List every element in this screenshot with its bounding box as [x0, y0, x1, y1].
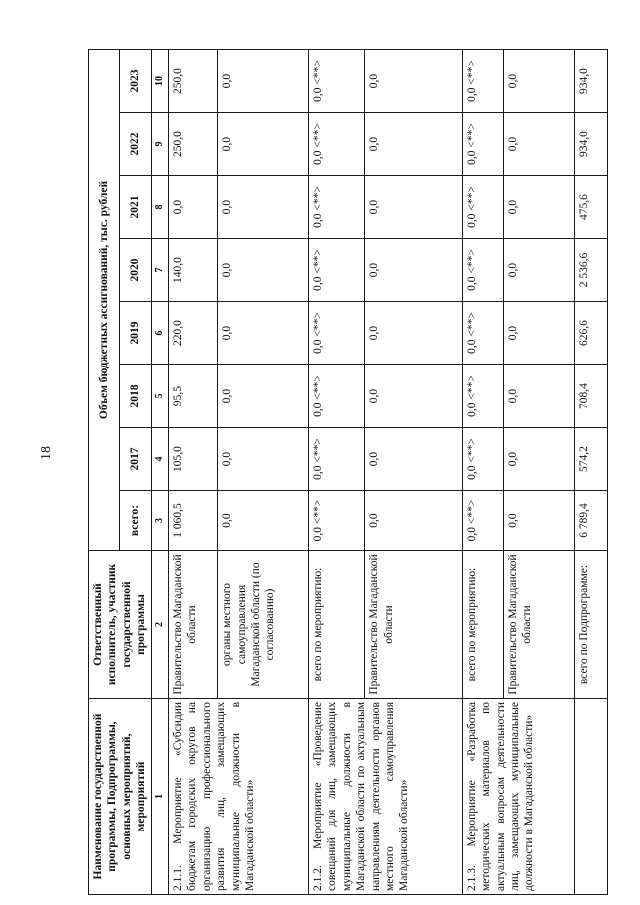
- value-2022: 250,0: [169, 113, 218, 176]
- value-2020: 0,0: [503, 239, 574, 302]
- table-row: [462, 50, 503, 895]
- column-number: 2: [151, 551, 169, 699]
- value-2019: 0,0 <**>: [309, 302, 365, 365]
- value-2021: 0,0 <**>: [309, 176, 365, 239]
- value-2023: 0,0 <**>: [309, 50, 365, 113]
- table-row: [309, 50, 365, 895]
- column-number-row: [151, 50, 169, 895]
- value-2021: 0,0: [218, 176, 309, 239]
- responsible-cell: Правительство Магаданской области: [503, 551, 574, 699]
- value-2019: 220,0: [169, 302, 218, 365]
- column-number: 9: [151, 113, 169, 176]
- page-number-text: 18: [39, 446, 54, 460]
- header-budget: Объем бюджетных ассигнований, тыс. рублей: [89, 50, 120, 551]
- value-total: 0,0 <**>: [462, 491, 503, 551]
- value-2020: 0,0 <**>: [309, 239, 365, 302]
- value-2019: 0,0: [218, 302, 309, 365]
- responsible-cell: Правительство Магаданской области: [169, 551, 218, 699]
- total-value-2018: 708,4: [574, 365, 607, 428]
- value-total: 0,0: [218, 491, 309, 551]
- value-2017: 0,0: [218, 428, 309, 491]
- column-number: 10: [151, 50, 169, 113]
- value-2022: 0,0 <**>: [309, 113, 365, 176]
- measure-name-2-1-2: 2.1.2. Мероприятие «Проведение совещаний для лиц, замещающих муниципальные должности в Магаданской области по актуальным направлениям деятельности органов местного самоуправления Магаданской области»: [309, 699, 463, 895]
- budget-table: [88, 49, 608, 895]
- value-total: 0,0: [503, 491, 574, 551]
- value-total: 1 060,5: [169, 491, 218, 551]
- responsible-cell: всего по мероприятию:: [462, 551, 503, 699]
- header-year: 2021: [120, 176, 151, 239]
- header-year: 2018: [120, 365, 151, 428]
- value-2018: 0,0 <**>: [309, 365, 365, 428]
- total-value-total: 6 789,4: [574, 491, 607, 551]
- value-2023: 0,0: [365, 50, 463, 113]
- value-2022: 0,0: [503, 113, 574, 176]
- value-2019: 0,0 <**>: [462, 302, 503, 365]
- value-2019: 0,0: [503, 302, 574, 365]
- column-number: 1: [151, 699, 169, 895]
- column-number: 7: [151, 239, 169, 302]
- header-year: 2022: [120, 113, 151, 176]
- value-2021: 0,0: [365, 176, 463, 239]
- page-number: [40, 446, 54, 466]
- value-2020: 0,0 <**>: [462, 239, 503, 302]
- header-responsible: Ответственный исполнитель, участник государственной программы: [89, 551, 152, 699]
- responsible-cell: всего по мероприятию:: [309, 551, 365, 699]
- value-2023: 250,0: [169, 50, 218, 113]
- subprogram-total-row: [574, 50, 607, 895]
- total-value-2022: 934,0: [574, 113, 607, 176]
- column-number: 5: [151, 365, 169, 428]
- header-year: 2023: [120, 50, 151, 113]
- value-2023: 0,0 <**>: [462, 50, 503, 113]
- total-value-2020: 2 536,6: [574, 239, 607, 302]
- value-2022: 0,0 <**>: [462, 113, 503, 176]
- value-2021: 0,0: [169, 176, 218, 239]
- responsible-cell: органы местного самоуправления Магаданской области (по согласованию): [218, 551, 309, 699]
- total-value-2017: 574,2: [574, 428, 607, 491]
- column-number: 3: [151, 491, 169, 551]
- value-total: 0,0 <**>: [309, 491, 365, 551]
- value-2017: 0,0: [503, 428, 574, 491]
- column-number: 4: [151, 428, 169, 491]
- value-2019: 0,0: [365, 302, 463, 365]
- column-number: 8: [151, 176, 169, 239]
- value-total: 0,0: [365, 491, 463, 551]
- value-2017: 0,0 <**>: [462, 428, 503, 491]
- value-2017: 105,0: [169, 428, 218, 491]
- header-row-top: [89, 50, 120, 895]
- subprogram-total-label: всего по Подпрограмме:: [574, 551, 607, 699]
- header-year: 2020: [120, 239, 151, 302]
- total-value-2019: 626,6: [574, 302, 607, 365]
- value-2023: 0,0: [503, 50, 574, 113]
- value-2021: 0,0: [503, 176, 574, 239]
- value-2017: 0,0: [365, 428, 463, 491]
- value-2018: 0,0: [503, 365, 574, 428]
- value-2021: 0,0 <**>: [462, 176, 503, 239]
- value-2022: 0,0: [218, 113, 309, 176]
- header-total: всего:: [120, 491, 151, 551]
- measure-name-2-1-1: 2.1.1. Мероприятие «Субсидии бюджетам городских округов на организацию профессионального развития лиц, замещающих муниципальные должности в Магаданской области»: [169, 699, 309, 895]
- total-value-2021: 475,6: [574, 176, 607, 239]
- responsible-cell: Правительство Магаданской области: [365, 551, 463, 699]
- value-2017: 0,0 <**>: [309, 428, 365, 491]
- value-2020: 0,0: [218, 239, 309, 302]
- column-number: 6: [151, 302, 169, 365]
- rotated-page-content: [88, 50, 590, 895]
- header-year: 2019: [120, 302, 151, 365]
- measure-name-2-1-3: 2.1.3. Мероприятие «Разработка методических материалов по актуальным вопросам деятельности лиц, замещающих муниципальные должности в Магаданской области»: [462, 699, 574, 895]
- value-2018: 0,0: [365, 365, 463, 428]
- value-2020: 0,0: [365, 239, 463, 302]
- value-2018: 0,0 <**>: [462, 365, 503, 428]
- header-name: Наименование государственной программы, Подпрограммы, основных мероприятий, мероприятий: [89, 699, 152, 895]
- value-2018: 0,0: [218, 365, 309, 428]
- value-2022: 0,0: [365, 113, 463, 176]
- value-2020: 140,0: [169, 239, 218, 302]
- table-row: [169, 50, 218, 895]
- value-2018: 95,5: [169, 365, 218, 428]
- value-2023: 0,0: [218, 50, 309, 113]
- empty-cell: [574, 699, 607, 895]
- header-year: 2017: [120, 428, 151, 491]
- total-value-2023: 934,0: [574, 50, 607, 113]
